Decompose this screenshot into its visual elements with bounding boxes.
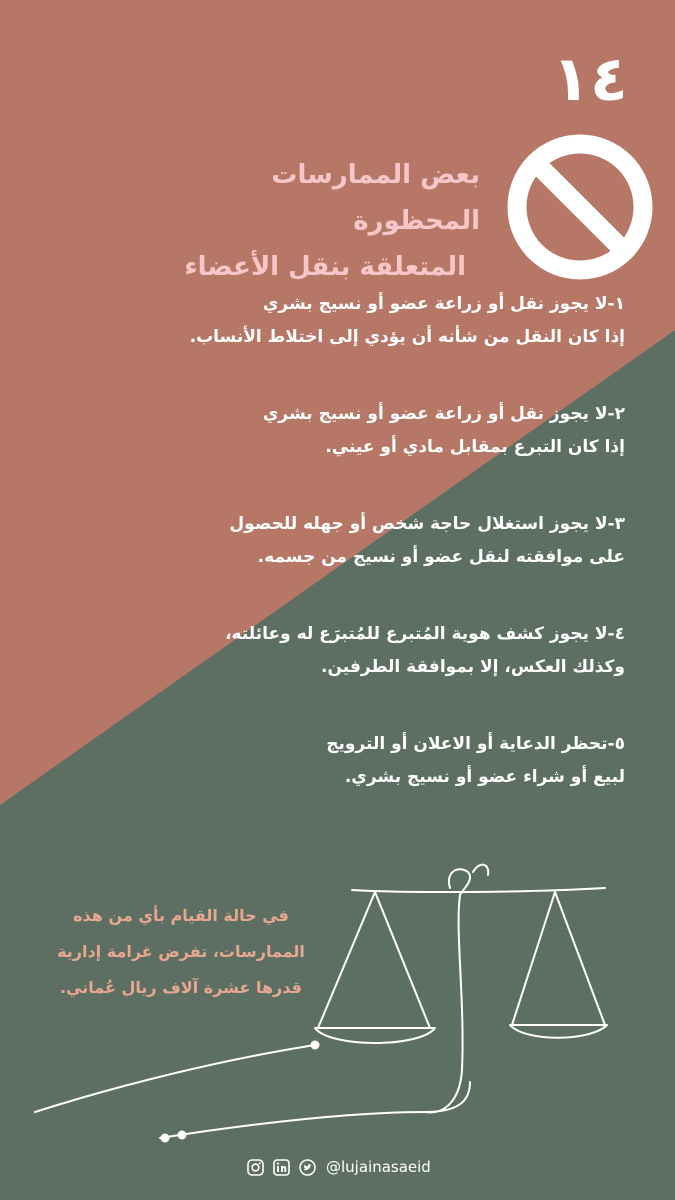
rule-line: إذا كان التبرع بمقابل مادي أو عيني.: [325, 437, 625, 457]
title-line-2: المتعلقة بنقل الأعضاء: [184, 252, 466, 282]
rule-line: ٥-تحظر الدعاية أو الاعلان أو الترويج: [326, 734, 625, 754]
rule-line: ٣-لا يجوز استغلال حاجة شخص أو جهله للحصول: [229, 514, 625, 534]
social-footer: [246, 1155, 431, 1179]
rule-item: [65, 728, 625, 838]
rule-line: ٤-لا يجوز كشف هوية المُتبرع للمُتبرَع له وعائلته،: [225, 624, 625, 644]
thread-dot: [312, 1042, 319, 1049]
thread-dot: [179, 1132, 186, 1139]
fine-line: الممارسات، تفرض غرامة إدارية: [57, 942, 305, 961]
rule-item: [65, 508, 625, 618]
prohibited-icon: [505, 132, 655, 282]
thread-dot: [162, 1135, 169, 1142]
fine-line: في حالة القيام بأي من هذه: [73, 906, 289, 925]
social-handle[interactable]: @lujainasaeid: [326, 1158, 431, 1176]
rule-line: إذا كان النقل من شأنه أن يؤدي إلى اختلاط الأنساب.: [189, 327, 625, 347]
linkedin-icon[interactable]: [272, 1158, 290, 1176]
fine-notice: [46, 898, 316, 1006]
rules-list: [65, 288, 625, 838]
rule-line: على موافقته لنقل عضو أو نسيج من جسمه.: [257, 547, 625, 567]
fine-line: قدرها عشرة آلاف ريال عُماني.: [60, 978, 302, 997]
twitter-icon[interactable]: [298, 1158, 316, 1176]
page-title: [150, 152, 480, 290]
instagram-icon[interactable]: [246, 1158, 264, 1176]
rule-item: [65, 398, 625, 508]
rule-line: ١-لا يجوز نقل أو زراعة عضو أو نسيج بشري: [262, 294, 625, 314]
title-line-1: بعض الممارسات المحظورة: [271, 160, 480, 236]
rule-line: لبيع أو شراء عضو أو نسيج بشري.: [344, 767, 625, 787]
page-number: ١٤: [552, 42, 628, 115]
rule-line: ٢-لا يجوز نقل أو زراعة عضو أو نسيج بشري: [262, 404, 625, 424]
rule-item: [65, 288, 625, 398]
rule-line: وكذلك العكس، إلا بموافقة الطرفين.: [321, 657, 625, 677]
rule-item: [65, 618, 625, 728]
